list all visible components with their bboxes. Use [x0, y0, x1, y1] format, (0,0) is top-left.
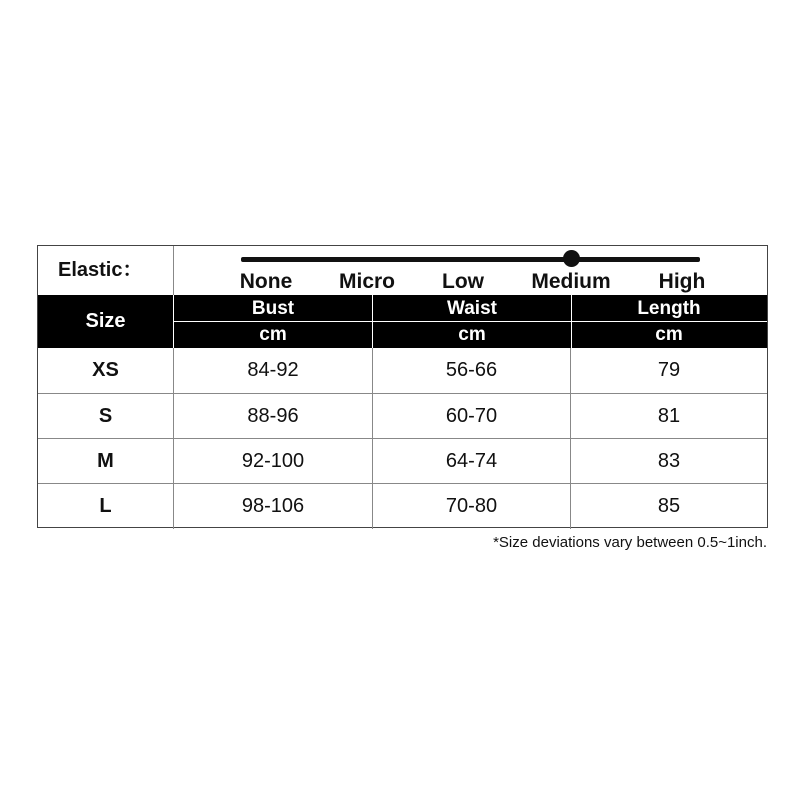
waist-column-header	[373, 295, 571, 348]
length-cell: 83	[657, 450, 681, 472]
bust-header-label: Bust	[174, 295, 372, 322]
size-cell: L	[38, 484, 174, 529]
bust-cell: 84-92	[174, 348, 373, 393]
waist-cell: 64-74	[373, 439, 571, 484]
size-deviation-note: *Size deviations vary between 0.5~1inch.	[493, 534, 767, 551]
length-cell: 79	[657, 359, 681, 381]
length-header-label: Length	[571, 295, 767, 322]
size-cell: M	[38, 439, 174, 484]
elasticity-scale-bar	[241, 257, 700, 262]
length-cell: 85	[657, 495, 681, 517]
elastic-level-medium: Medium	[531, 270, 611, 293]
waist-unit-label: cm	[458, 324, 486, 345]
bust-unit-label: cm	[259, 324, 287, 345]
length-unit-label: cm	[655, 324, 683, 345]
waist-cell: 60-70	[373, 394, 571, 439]
bust-cell: 98-106	[174, 484, 373, 529]
elastic-level-low: Low	[442, 270, 484, 293]
waist-cell: 70-80	[373, 484, 571, 529]
elastic-level-micro: Micro	[338, 270, 396, 293]
size-cell: XS	[38, 348, 174, 393]
size-column-header: Size	[38, 295, 174, 348]
bust-cell: 88-96	[174, 394, 373, 439]
elastic-label: Elastic：	[38, 246, 174, 295]
length-column-header	[571, 295, 767, 348]
table-header	[38, 295, 767, 348]
table-row	[38, 393, 767, 438]
length-cell: 81	[657, 405, 681, 427]
size-chart	[37, 245, 768, 528]
bust-cell: 92-100	[174, 439, 373, 484]
table-row	[38, 348, 767, 393]
elasticity-indicator-dot	[563, 250, 580, 267]
elastic-row	[38, 246, 767, 296]
waist-header-label: Waist	[373, 295, 571, 322]
waist-cell: 56-66	[373, 348, 571, 393]
elastic-level-none: None	[239, 270, 293, 293]
table-row	[38, 483, 767, 528]
elastic-level-high: High	[658, 270, 706, 293]
table-row	[38, 438, 767, 483]
size-cell: S	[38, 394, 174, 439]
bust-column-header	[174, 295, 372, 348]
